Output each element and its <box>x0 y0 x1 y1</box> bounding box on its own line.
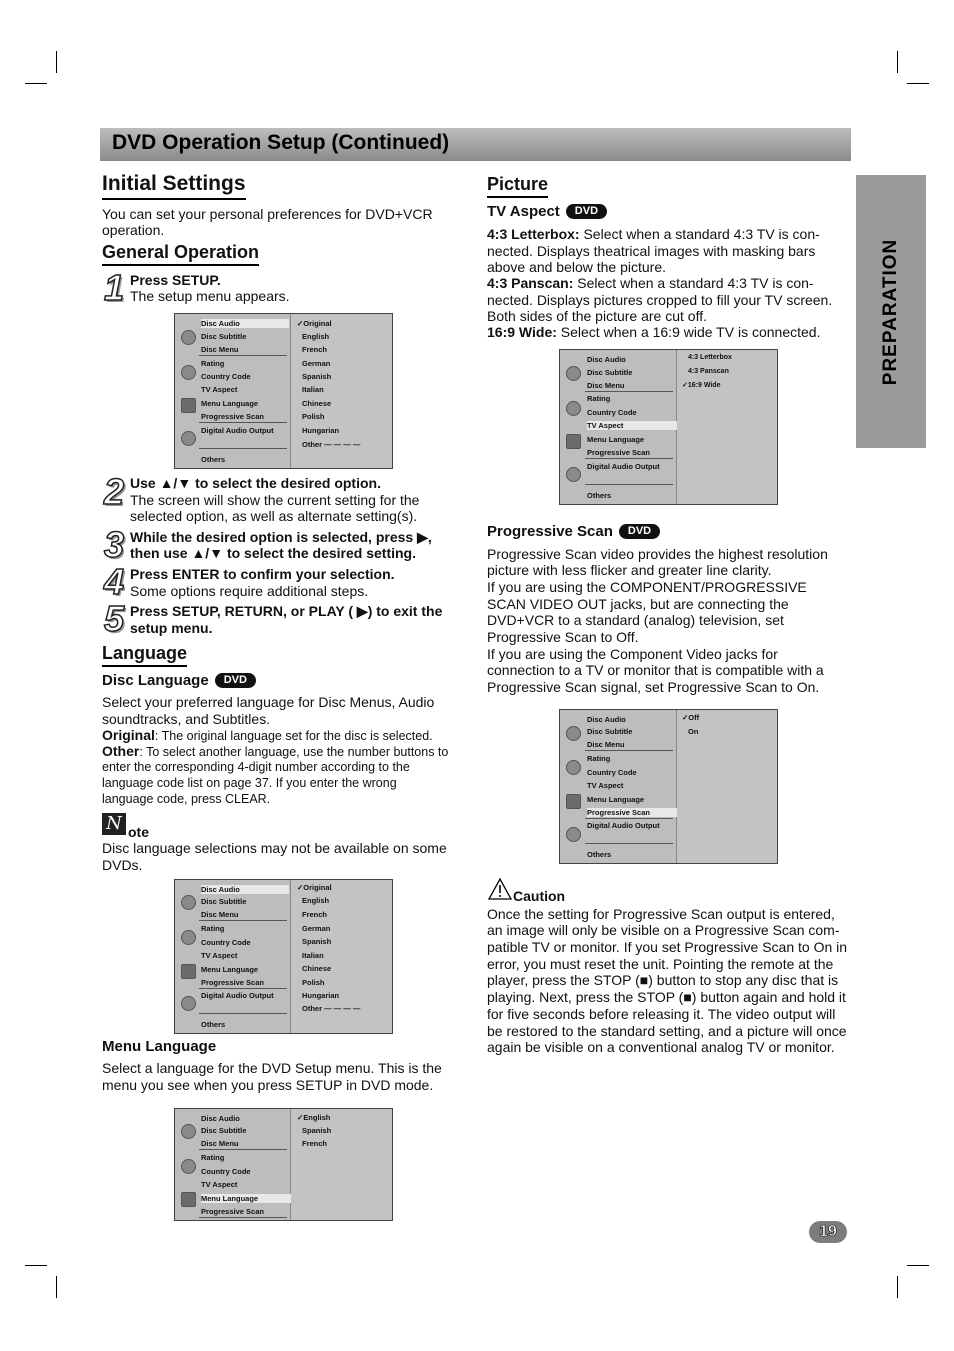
caution-label: Caution <box>513 888 566 904</box>
option: Spanish <box>302 937 332 946</box>
prog-text: Progressive Scan video provides the highest resolution <box>487 546 828 562</box>
menu-item: Progressive Scan <box>587 448 650 457</box>
step-title: Use ▲/▼ to select the desired option. <box>130 475 381 491</box>
menu-item: TV Aspect <box>587 781 624 790</box>
setup-menu-screen <box>559 709 778 864</box>
menu-item: Country Code <box>201 1167 251 1176</box>
option: ✓16:9 Wide <box>682 382 721 389</box>
aspect-text: nected. Displays pictures cropped to fill your TV screen. <box>487 292 833 308</box>
progressive-scan-label: Progressive Scan <box>487 523 613 540</box>
menu-item: Disc Audio <box>201 1114 240 1123</box>
step-text: Some options require additional steps. <box>130 583 369 599</box>
other-desc <box>102 743 448 760</box>
tv-aspect-label: TV Aspect <box>487 203 560 220</box>
caution-text: be restored to the standard setting, and a picture will once <box>487 1023 847 1039</box>
step-title: setup menu. <box>130 620 213 636</box>
speaker-icon <box>566 827 581 842</box>
aspect-text: nected. Displays theatrical images with masking bars <box>487 243 816 259</box>
step-number: 1 <box>104 267 125 308</box>
menu-item: Others <box>587 850 612 859</box>
menu-item: TV Aspect <box>587 421 677 430</box>
menu-item: TV Aspect <box>201 385 238 394</box>
menu-item: Country Code <box>587 408 637 417</box>
option: French <box>302 910 328 919</box>
menu-item: Rating <box>587 754 611 763</box>
menu-item: Digital Audio Output <box>201 426 274 435</box>
prog-text: SCAN VIDEO OUT jacks, but are connecting the <box>487 596 789 612</box>
aspect-text <box>487 226 820 243</box>
disc-icon <box>181 330 196 345</box>
aspect-text: Both sides of the picture are cut off. <box>487 308 707 324</box>
other-label: Other <box>102 743 140 759</box>
crop-mark <box>907 1265 929 1266</box>
aspect-text <box>487 324 820 341</box>
letterbox-label: 4:3 Letterbox: <box>487 226 580 242</box>
tv-icon <box>181 398 196 413</box>
page-number: 19 <box>819 1223 837 1240</box>
option: French <box>302 1139 328 1148</box>
menu-item: Rating <box>201 924 225 933</box>
step-text: selected option, as well as alternate setting(s). <box>130 508 418 524</box>
setup-menu-screen <box>559 349 778 505</box>
step-title: Press SETUP. <box>130 272 221 288</box>
intro-line: operation. <box>102 222 165 238</box>
note-icon: N <box>102 813 126 835</box>
aspect-text: above and below the picture. <box>487 259 667 275</box>
letterbox-text: Select when a standard 4:3 TV is con- <box>579 226 820 242</box>
option: Hungarian <box>302 426 340 435</box>
menu-item: Disc Subtitle <box>201 1126 247 1135</box>
section-tab-label: PREPARATION <box>880 238 901 385</box>
disc-language-text: Select your preferred language for Disc Menus, Audio <box>102 694 435 710</box>
progressive-scan-subheading <box>487 523 660 540</box>
menu-language-text: Select a language for the DVD Setup menu. This is the <box>102 1060 442 1076</box>
menu-item: TV Aspect <box>201 1180 238 1189</box>
setup-menu-screen <box>174 313 393 469</box>
picture-heading: Picture <box>487 174 548 198</box>
tv-aspect-subheading <box>487 203 607 220</box>
disc-language-text: soundtracks, and Subtitles. <box>102 711 271 727</box>
menu-item: Disc Menu <box>201 1139 239 1148</box>
speaker-icon <box>181 431 196 446</box>
option: Polish <box>302 412 325 421</box>
original-label: Original <box>102 727 155 743</box>
option: Italian <box>302 951 324 960</box>
caution-text: again be visible on a conventional analog TV or monitor. <box>487 1039 835 1055</box>
step-title: While the desired option is selected, press ▶, <box>130 529 432 545</box>
disc-icon <box>566 726 581 741</box>
step-number: 2 <box>104 471 125 512</box>
speaker-icon <box>566 467 581 482</box>
lock-icon <box>181 1159 196 1174</box>
menu-item: Disc Subtitle <box>587 368 633 377</box>
note-label: ote <box>128 824 149 840</box>
option: 4:3 Letterbox <box>688 354 732 361</box>
other-text: language code list on page 37. If you enter the wrong <box>102 776 397 790</box>
dvd-badge: DVD <box>566 204 607 219</box>
menu-item: Disc Audio <box>587 715 626 724</box>
option: ✓Off <box>682 713 700 722</box>
menu-item: Country Code <box>587 768 637 777</box>
prog-text: Progressive Scan signal, set Progressive Scan to On. <box>487 679 820 695</box>
page-title-bar <box>100 128 851 161</box>
other-text: language code, press CLEAR. <box>102 792 271 806</box>
menu-item: Disc Menu <box>201 345 239 354</box>
option: Other — — — — <box>302 440 361 449</box>
prog-text: picture with less flicker and greater line clarity. <box>487 562 772 578</box>
dvd-badge: DVD <box>215 673 256 688</box>
menu-item: Progressive Scan <box>201 1207 264 1216</box>
menu-item: Disc Menu <box>587 381 625 390</box>
disc-icon <box>181 1124 196 1139</box>
caution-text: for five seconds before releasing it. The video output will <box>487 1006 836 1022</box>
menu-item: Disc Audio <box>587 355 626 364</box>
crop-mark <box>897 1276 898 1298</box>
step-title: Press ENTER to confirm your selection. <box>130 566 395 582</box>
menu-item: Disc Subtitle <box>587 727 633 736</box>
option: On <box>688 727 699 736</box>
step-number: 5 <box>104 598 125 639</box>
crop-mark <box>25 83 47 84</box>
menu-item: Digital Audio Output <box>587 462 660 471</box>
menu-item: Disc Audio <box>201 885 289 894</box>
caution-text: patible TV or monitor. If you set Progressive Scan to On in <box>487 939 848 955</box>
note-text: DVDs. <box>102 857 143 873</box>
option: ✓Original <box>297 319 332 328</box>
menu-item: Progressive Scan <box>201 978 264 987</box>
option: Polish <box>302 978 325 987</box>
menu-item: Menu Language <box>201 399 259 408</box>
option: German <box>302 924 331 933</box>
lock-icon <box>566 401 581 416</box>
menu-item: Others <box>587 491 612 500</box>
menu-item: Progressive Scan <box>201 412 264 421</box>
menu-item: Disc Audio <box>201 319 289 328</box>
option: ✓Original <box>297 883 332 892</box>
tv-icon <box>181 964 196 979</box>
caution-text: an image will only be visible on a Progressive Scan com- <box>487 922 840 938</box>
setup-menu-screen <box>174 1108 393 1221</box>
other-text: enter the corresponding 4-digit number according to the <box>102 760 410 774</box>
caution-text: error, you must reset the unit. Pointing the remote at the <box>487 956 834 972</box>
panscan-text: Select when a standard 4:3 TV is con- <box>573 275 814 291</box>
tv-icon <box>566 794 581 809</box>
crop-mark <box>907 83 929 84</box>
disc-language-label: Disc Language <box>102 672 209 689</box>
menu-item: Others <box>201 455 226 464</box>
step-title: then use ▲/▼ to select the desired setting. <box>130 545 416 561</box>
caution-text: Once the setting for Progressive Scan output is entered, <box>487 906 835 922</box>
original-desc <box>102 727 433 744</box>
menu-item: Menu Language <box>201 1194 291 1203</box>
menu-item: Country Code <box>201 938 251 947</box>
menu-language-text: menu you see when you press SETUP in DVD mode. <box>102 1077 434 1093</box>
option: Other — — — — <box>302 1004 361 1013</box>
disc-icon <box>181 895 196 910</box>
aspect-text <box>487 275 814 292</box>
tv-icon <box>566 434 581 449</box>
lock-icon <box>566 760 581 775</box>
option: English <box>302 332 330 341</box>
menu-item: TV Aspect <box>201 951 238 960</box>
disc-language-subheading <box>102 672 256 689</box>
setup-menu-screen <box>174 879 393 1034</box>
page-title: DVD Operation Setup (Continued) <box>112 131 450 154</box>
menu-item: Rating <box>201 1153 225 1162</box>
menu-item: Disc Menu <box>587 740 625 749</box>
tv-icon <box>181 1192 196 1207</box>
option: Chinese <box>302 964 332 973</box>
wide-label: 16:9 Wide: <box>487 324 557 340</box>
caution-text: playing. Next, press the STOP (■) button again and hold it <box>487 989 846 1005</box>
menu-item: Disc Subtitle <box>201 897 247 906</box>
wide-text: Select when a 16:9 wide TV is connected. <box>556 324 821 340</box>
prog-text: DVD+VCR to a standard (analog) television, set <box>487 612 784 628</box>
menu-item: Others <box>201 1020 226 1029</box>
step-title: Press SETUP, RETURN, or PLAY ( ▶) to exit the <box>130 603 443 619</box>
menu-item: Digital Audio Output <box>201 991 274 1000</box>
crop-mark <box>56 51 57 73</box>
original-text: : The original language set for the disc is selected. <box>154 729 433 743</box>
panscan-label: 4:3 Panscan: <box>487 275 574 291</box>
step-number: 4 <box>104 561 125 602</box>
other-text: : To select another language, use the number buttons to <box>139 745 449 759</box>
prog-text: If you are using the Component Video jacks for <box>487 646 778 662</box>
option: Chinese <box>302 399 332 408</box>
step-text: The setup menu appears. <box>130 288 290 304</box>
menu-item: Rating <box>587 394 611 403</box>
menu-item: Menu Language <box>587 435 645 444</box>
lock-icon <box>181 365 196 380</box>
menu-item: Country Code <box>201 372 251 381</box>
initial-settings-heading: Initial Settings <box>102 172 246 200</box>
menu-item: Disc Subtitle <box>201 332 247 341</box>
intro-line: You can set your personal preferences for DVD+VCR <box>102 206 433 222</box>
option: ✓English <box>297 1113 331 1122</box>
dvd-badge: DVD <box>619 524 660 539</box>
crop-mark <box>25 1265 47 1266</box>
option: Hungarian <box>302 991 340 1000</box>
menu-item: Progressive Scan <box>587 808 677 817</box>
caution-text: player, press the STOP (■) button to stop any disc that is <box>487 972 839 988</box>
page-number-badge <box>809 1221 847 1243</box>
option: 4:3 Panscan <box>688 368 729 375</box>
crop-mark <box>56 1276 57 1298</box>
menu-item: Menu Language <box>587 795 645 804</box>
option: Italian <box>302 385 324 394</box>
general-operation-heading: General Operation <box>102 242 259 266</box>
language-heading: Language <box>102 643 187 667</box>
menu-item: Digital Audio Output <box>587 821 660 830</box>
lock-icon <box>181 930 196 945</box>
option: German <box>302 359 331 368</box>
menu-language-subheading: Menu Language <box>102 1038 217 1055</box>
speaker-icon <box>181 996 196 1011</box>
prog-text: If you are using the COMPONENT/PROGRESSIVE <box>487 579 807 595</box>
prog-text: connection to a TV or monitor that is compatible with a <box>487 662 824 678</box>
option: French <box>302 345 328 354</box>
step-number: 3 <box>104 524 125 565</box>
option: Spanish <box>302 1126 332 1135</box>
warning-icon <box>488 878 512 900</box>
section-tab <box>856 175 926 448</box>
note-text: Disc language selections may not be available on some <box>102 840 447 856</box>
menu-item: Rating <box>201 359 225 368</box>
menu-item: Disc Menu <box>201 910 239 919</box>
option: English <box>302 896 330 905</box>
crop-mark <box>897 51 898 73</box>
menu-item: Menu Language <box>201 965 259 974</box>
prog-text: Progressive Scan to Off. <box>487 629 639 645</box>
step-text: The screen will show the current setting for the <box>130 492 420 508</box>
option: Spanish <box>302 372 332 381</box>
disc-icon <box>566 366 581 381</box>
